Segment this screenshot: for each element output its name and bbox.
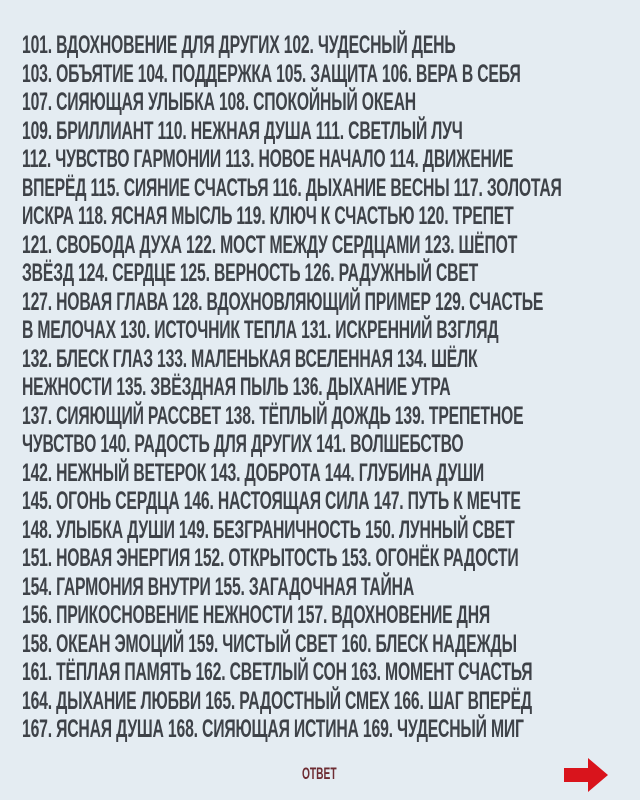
text-line: 154. ГАРМОНИЯ ВНУТРИ 155. ЗАГАДОЧНАЯ ТАЙНА: [22, 572, 415, 601]
arrow-right-icon[interactable]: [564, 758, 608, 792]
phrase-list: [22, 31, 640, 744]
text-line: 164. ДЫХАНИЕ ЛЮБВИ 165. РАДОСТНЫЙ СМЕХ 166. ШАГ ВПЕРЁД: [22, 686, 532, 715]
answer-link[interactable]: ОТВЕТ: [302, 764, 337, 783]
text-line: 148. УЛЫБКА ДУШИ 149. БЕЗГРАНИЧНОСТЬ 150. ЛУННЫЙ СВЕТ: [22, 515, 515, 544]
text-line: 121. СВОБОДА ДУХА 122. МОСТ МЕЖДУ СЕРДЦАМИ 123. ШЁПОТ: [22, 230, 518, 259]
text-line: ИСКРА 118. ЯСНАЯ МЫСЛЬ 119. КЛЮЧ К СЧАСТЬЮ 120. ТРЕПЕТ: [22, 202, 514, 230]
text-line: 145. ОГОНЬ СЕРДЦА 146. НАСТОЯЩАЯ СИЛА 147. ПУТЬ К МЕЧТЕ: [22, 487, 521, 515]
text-line: 137. СИЯЮЩИЙ РАССВЕТ 138. ТЁПЛЫЙ ДОЖДЬ 139. ТРЕПЕТНОЕ: [22, 401, 524, 430]
text-line: 151. НОВАЯ ЭНЕРГИЯ 152. ОТКРЫТОСТЬ 153. ОГОНЁК РАДОСТИ: [22, 544, 519, 572]
text-line: 107. СИЯЮЩАЯ УЛЫБКА 108. СПОКОЙНЫЙ ОКЕАН: [22, 88, 416, 116]
text-line: 156. ПРИКОСНОВЕНИЕ НЕЖНОСТИ 157. ВДОХНОВЕНИЕ ДНЯ: [22, 601, 491, 629]
text-line: В МЕЛОЧАХ 130. ИСТОЧНИК ТЕПЛА 131. ИСКРЕННИЙ ВЗГЛЯД: [22, 316, 499, 344]
text-line: 142. НЕЖНЫЙ ВЕТЕРОК 143. ДОБРОТА 144. ГЛУБИНА ДУШИ: [22, 458, 485, 487]
text-line: 161. ТЁПЛАЯ ПАМЯТЬ 162. СВЕТЛЫЙ СОН 163. МОМЕНТ СЧАСТЬЯ: [22, 658, 533, 686]
text-line: ЧУВСТВО 140. РАДОСТЬ ДЛЯ ДРУГИХ 141. ВОЛШЕБСТВО: [22, 430, 464, 458]
text-line: ЗВЁЗД 124. СЕРДЦЕ 125. ВЕРНОСТЬ 126. РАДУЖНЫЙ СВЕТ: [22, 259, 479, 287]
text-line: 101. ВДОХНОВЕНИЕ ДЛЯ ДРУГИХ 102. ЧУДЕСНЫЙ ДЕНЬ: [22, 31, 456, 59]
text-line: 132. БЛЕСК ГЛАЗ 133. МАЛЕНЬКАЯ ВСЕЛЕННАЯ 134. ШЁЛК: [22, 344, 478, 373]
text-line: НЕЖНОСТИ 135. ЗВЁЗДНАЯ ПЫЛЬ 136. ДЫХАНИЕ УТРА: [22, 373, 451, 401]
text-line: 158. ОКЕАН ЭМОЦИЙ 159. ЧИСТЫЙ СВЕТ 160. БЛЕСК НАДЕЖДЫ: [22, 629, 517, 658]
text-line: 167. ЯСНАЯ ДУША 168. СИЯЮЩАЯ ИСТИНА 169. ЧУДЕСНЫЙ МИГ: [22, 715, 524, 743]
text-line: 103. ОБЪЯТИЕ 104. ПОДДЕРЖКА 105. ЗАЩИТА 106. ВЕРА В СЕБЯ: [22, 59, 521, 88]
text-line: ВПЕРЁД 115. СИЯНИЕ СЧАСТЬЯ 116. ДЫХАНИЕ ВЕСНЫ 117. ЗОЛОТАЯ: [22, 173, 562, 202]
text-line: 112. ЧУВСТВО ГАРМОНИИ 113. НОВОЕ НАЧАЛО 114. ДВИЖЕНИЕ: [22, 145, 514, 173]
text-line: 109. БРИЛЛИАНТ 110. НЕЖНАЯ ДУША 111. СВЕТЛЫЙ ЛУЧ: [22, 116, 463, 145]
text-line: 127. НОВАЯ ГЛАВА 128. ВДОХНОВЛЯЮЩИЙ ПРИМЕР 129. СЧАСТЬЕ: [22, 287, 544, 316]
